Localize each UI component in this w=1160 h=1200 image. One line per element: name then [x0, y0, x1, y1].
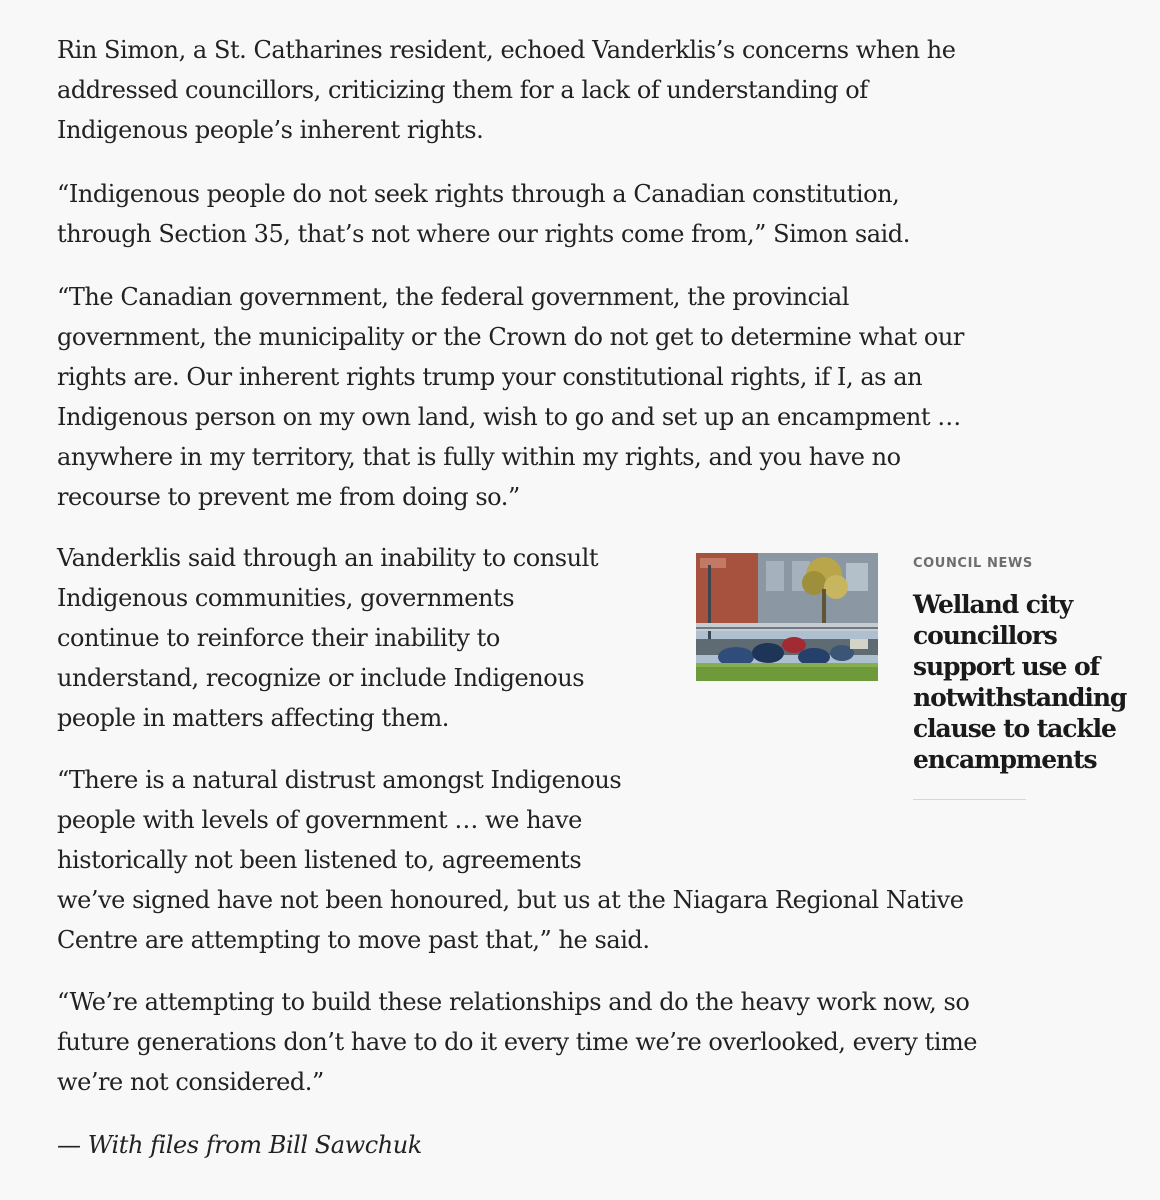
paragraph-line: Indigenous people’s inherent rights.	[57, 116, 484, 144]
paragraph-line: rights are. Our inherent rights trump your constitutional rights, if I, as an	[57, 363, 923, 391]
related-story-card[interactable]	[696, 553, 1126, 803]
related-story-category: COUNCIL NEWS	[913, 556, 1033, 571]
paragraph-line: we’re not considered.”	[57, 1068, 324, 1096]
paragraph-line: we’ve signed have not been honoured, but us at the Niagara Regional Native	[57, 886, 964, 914]
paragraph-line: “The Canadian government, the federal government, the provincial	[57, 283, 849, 311]
paragraph-line: historically not been listened to, agreements	[57, 846, 582, 874]
headline-line[interactable]: clause to tackle	[913, 714, 1116, 743]
headline-line[interactable]: Welland city	[913, 590, 1073, 619]
headline-line[interactable]: support use of	[913, 652, 1100, 681]
article-paragraph	[57, 174, 1057, 254]
paragraph-line: “We’re attempting to build these relationships and do the heavy work now, so	[57, 988, 970, 1016]
paragraph-line: Indigenous person on my own land, wish to go and set up an encampment …	[57, 403, 961, 431]
paragraph-line: understand, recognize or include Indigenous	[57, 664, 585, 692]
paragraph-line: anywhere in my territory, that is fully within my rights, and you have no	[57, 443, 901, 471]
paragraph-line: people in matters affecting them.	[57, 704, 449, 732]
headline-line[interactable]: councillors	[913, 621, 1057, 650]
paragraph-line: “There is a natural distrust amongst Indigenous	[57, 766, 622, 794]
paragraph-line: Vanderklis said through an inability to consult	[57, 544, 599, 572]
paragraph-line: people with levels of government … we have	[57, 806, 582, 834]
paragraph-line: through Section 35, that’s not where our rights come from,” Simon said.	[57, 220, 910, 248]
article-paragraph	[57, 277, 1057, 517]
paragraph-line: addressed councillors, criticizing them for a lack of understanding of	[57, 76, 868, 104]
paragraph-line: continue to reinforce their inability to	[57, 624, 500, 652]
article-paragraph	[57, 538, 657, 738]
headline-line[interactable]: encampments	[913, 745, 1097, 774]
paragraph-line: “Indigenous people do not seek rights through a Canadian constitution,	[57, 180, 900, 208]
paragraph-line: future generations don’t have to do it every time we’re overlooked, every time	[57, 1028, 978, 1056]
paragraph-line: Indigenous communities, governments	[57, 584, 515, 612]
encampment-photo-icon	[696, 553, 878, 681]
paragraph-line: recourse to prevent me from doing so.”	[57, 483, 520, 511]
related-story-divider	[913, 799, 1026, 800]
related-story-headline[interactable]	[913, 589, 1126, 775]
related-story-thumbnail[interactable]	[696, 553, 878, 681]
article-paragraph	[57, 30, 1057, 150]
headline-line[interactable]: notwithstanding	[913, 683, 1127, 712]
paragraph-line: Centre are attempting to move past that,” he said.	[57, 926, 650, 954]
article-paragraph	[57, 982, 1057, 1102]
paragraph-line: government, the municipality or the Crown do not get to determine what our	[57, 323, 964, 351]
byline: — With files from Bill Sawchuk	[57, 1131, 422, 1159]
paragraph-line: Rin Simon, a St. Catharines resident, echoed Vanderklis’s concerns when he	[57, 36, 956, 64]
